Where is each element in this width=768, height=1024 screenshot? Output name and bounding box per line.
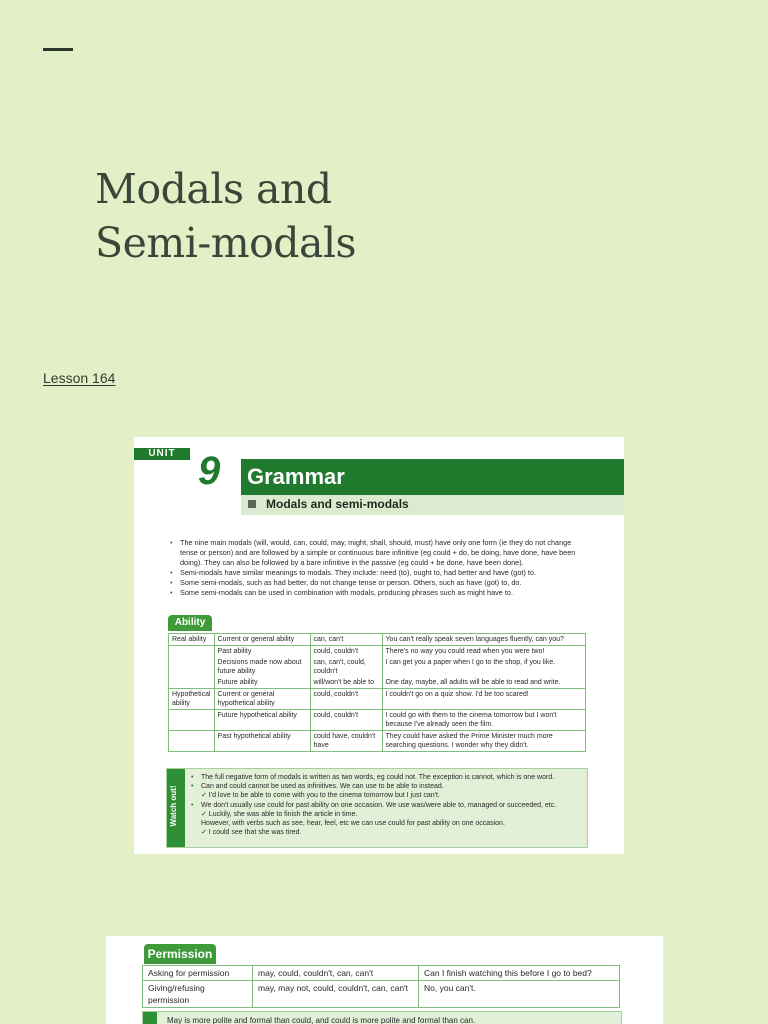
lesson-link[interactable]: Lesson 164 — [43, 370, 116, 386]
table-cell-example: They could have asked the Prime Minister much more searching questions. I wonder why they didn't. — [382, 731, 585, 752]
watch-out-item: • The full negative form of modals is written as two words, eg could not. The exception is cannot, which is one word. — [191, 773, 581, 782]
table-cell-group — [169, 731, 215, 752]
table-cell-group — [169, 710, 215, 731]
watch-out-box — [166, 768, 588, 848]
table-cell-use: Giving/refusing permission — [143, 981, 253, 1008]
table-cell-forms: can, can't, could, couldn't — [310, 657, 382, 677]
table-cell-example: One day, maybe, all adults will be able to read and write. — [382, 677, 585, 689]
table-cell-use: Past hypothetical ability — [214, 731, 310, 752]
table-cell-forms: may, could, couldn't, can, can't — [253, 966, 419, 981]
table-cell-group — [169, 646, 215, 658]
title-line-2: Semi-modals — [95, 219, 357, 267]
table-cell-use: Future ability — [214, 677, 310, 689]
grammar-banner — [241, 459, 624, 495]
note-tab — [143, 1012, 157, 1024]
permission-table — [142, 965, 620, 1008]
table-cell-example: I can get you a paper when I go to the shop, if you like. — [382, 657, 585, 677]
subheading: Modals and semi-modals — [266, 497, 409, 511]
table-row — [169, 646, 586, 658]
table-cell-forms: could, couldn't — [310, 689, 382, 710]
permission-note-box — [142, 1011, 622, 1024]
table-cell-use: Current or general hypothetical ability — [214, 689, 310, 710]
watch-out-item: • Can and could cannot be used as infinitives. We can use to be able to instead. — [191, 782, 581, 791]
table-cell-use: Future hypothetical ability — [214, 710, 310, 731]
ability-heading: Ability — [168, 615, 212, 631]
table-cell-forms: will/won't be able to — [310, 677, 382, 689]
table-cell-forms: can, can't — [310, 634, 382, 646]
table-row — [169, 677, 586, 689]
watch-out-tab — [167, 769, 185, 847]
textbook-page-image-1 — [134, 437, 624, 854]
title-line-1: Modals and — [95, 165, 332, 213]
watch-out-list — [191, 773, 581, 837]
table-cell-group — [169, 677, 215, 689]
table-cell-forms: could, couldn't — [310, 710, 382, 731]
watch-out-item: However, with verbs such as see, hear, feel, etc we can use could for past ability on one occasion. — [201, 820, 505, 828]
textbook-page-image-2 — [106, 936, 663, 1024]
intro-bullet: • Some semi-modals can be used in combination with modals, producing phrases such as might have to. — [170, 588, 590, 598]
intro-bullets — [170, 538, 590, 598]
table-row — [169, 689, 586, 710]
watch-out-item: • We don't usually use could for past ability on one occasion. We use was/were able to, managed or succeeded, etc. — [191, 801, 581, 810]
intro-bullet: • Semi-modals have similar meanings to modals. They include: need (to), ought to, had better and have (got) to. — [170, 568, 590, 578]
watch-out-example: ✓ I could see that she was tired. — [201, 829, 302, 837]
table-cell-example: There's no way you could read when you were two! — [382, 646, 585, 658]
permission-heading: Permission — [144, 944, 216, 964]
ability-table — [168, 633, 586, 752]
table-cell-group — [169, 657, 215, 677]
table-row — [169, 710, 586, 731]
watch-out-example: ✓ I'd love to be able to come with you to the cinema tomorrow but I just can't. — [201, 792, 440, 800]
intro-bullet: • The nine main modals (will, would, can, could, may, might, shall, should, must) have only one form (ie they do not change tense or person) and are followed by a simple or continuous bare infinitive (eg could + do, be doing, have done, have been doing). They can also be followed by a bare infinitive in the passive (eg could + be done, have been done). — [170, 538, 590, 568]
table-cell-forms: could have, couldn't have — [310, 731, 382, 752]
table-cell-use: Current or general ability — [214, 634, 310, 646]
table-cell-example: I could go with them to the cinema tomorrow but I won't because I've already seen the film. — [382, 710, 585, 731]
watch-out-label: Watch out! — [169, 785, 178, 827]
table-cell-example: No, you can't. — [419, 981, 620, 1008]
table-cell-example: You can't really speak seven languages fluently, can you? — [382, 634, 585, 646]
intro-bullet: • Some semi-modals, such as had better, do not change tense or person. Others, such as have (got) to, do. — [170, 578, 590, 588]
table-row — [143, 981, 620, 1008]
table-cell-use: Past ability — [214, 646, 310, 658]
table-cell-forms: could, couldn't — [310, 646, 382, 658]
watch-out-example: ✓ Luckily, she was able to finish the article in time. — [201, 810, 358, 818]
table-row — [169, 731, 586, 752]
table-cell-use: Decisions made now about future ability — [214, 657, 310, 677]
table-cell-group: Real ability — [169, 634, 215, 646]
unit-label: UNIT — [134, 448, 190, 460]
grammar-heading: Grammar — [247, 464, 345, 489]
page-title — [95, 162, 356, 270]
decorative-dash — [43, 48, 73, 51]
unit-number: 9 — [198, 449, 221, 493]
table-cell-use: Asking for permission — [143, 966, 253, 981]
table-cell-example: I couldn't go on a quiz show. I'd be too scared! — [382, 689, 585, 710]
table-row — [169, 634, 586, 646]
table-row — [143, 966, 620, 981]
table-row — [169, 657, 586, 677]
square-bullet-icon — [248, 500, 256, 508]
subheading-bar — [241, 495, 624, 515]
permission-note: May is more polite and formal than could, and could is more polite and formal than can. — [167, 1016, 476, 1024]
table-cell-group: Hypothetical ability — [169, 689, 215, 710]
table-cell-example: Can I finish watching this before I go to bed? — [419, 966, 620, 981]
table-cell-forms: may, may not, could, couldn't, can, can't — [253, 981, 419, 1008]
